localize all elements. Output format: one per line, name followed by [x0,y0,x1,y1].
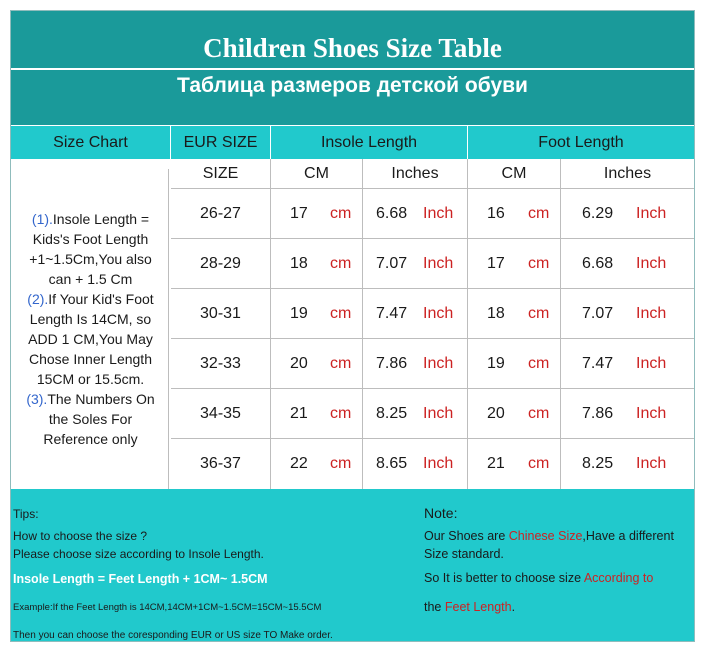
subheader-insole-cm: CM [271,159,363,189]
note-3-line: The Numbers On [47,391,155,407]
note-text: the [424,600,445,614]
unit-inch: Inch [636,354,667,372]
page-title: Children Shoes Size Table [203,33,502,63]
value: 18 [290,254,308,272]
tips-label: Tips: [13,507,39,521]
tips-footer [11,489,694,641]
cell-foot-cm [468,339,561,389]
value: 22 [290,455,308,472]
note-text: Our Shoes are [424,529,509,543]
tips-how: How to choose the size ? [13,529,148,543]
title-banner [11,11,694,125]
unit-cm: cm [528,354,550,372]
value: 19 [487,354,505,372]
header-foot-length: Foot Length [468,125,694,159]
subheader-size: SIZE [171,159,271,189]
value: 19 [290,304,308,322]
value: 7.47 [582,354,614,372]
note-2-line: ADD 1 CM,You May [28,331,153,347]
unit-cm: cm [330,455,352,472]
note-2-line: If Your Kid's Foot [48,291,154,307]
table-row [11,189,694,239]
tips-formula: Insole Length = Feet Length + 1CM~ 1.5CM [13,572,268,586]
note-text: . [511,600,516,614]
note-2-number: (2). [27,291,49,307]
unit-cm: cm [330,254,352,272]
cell-foot-inches [561,189,694,239]
cell-eur-size: 36-37 [171,439,271,489]
unit-inch: Inch [636,254,667,272]
tips-example: Example:If the Feet Length is 14CM,14CM+1CM~1.5CM=15CM~15.5CM [13,602,322,613]
cell-foot-cm [468,289,561,339]
value: 7.07 [376,254,408,272]
note-3-number: (3). [26,391,48,407]
cell-foot-inches [561,339,694,389]
value: 20 [487,404,505,422]
unit-cm: cm [330,354,352,372]
unit-cm: cm [528,404,550,422]
cell-insole-inches [363,239,468,289]
table-row [11,239,694,289]
value: 8.25 [376,404,408,422]
cell-foot-inches [561,389,694,439]
cell-foot-cm [468,189,561,239]
value: 17 [487,254,505,272]
value: 21 [487,455,505,472]
cell-eur-size: 26-27 [171,189,271,239]
cell-foot-inches [561,439,694,489]
unit-inch: Inch [636,304,667,322]
value: 16 [487,204,505,222]
note-1-line: Kids's Foot Length [32,231,149,247]
unit-cm: cm [528,455,550,472]
title-divider [11,68,694,70]
value: 6.68 [582,254,614,272]
cell-foot-inches [561,239,694,289]
note-2-line: Length Is 14CM, so [29,311,152,327]
value: 7.07 [582,304,614,322]
cell-insole-cm [271,339,363,389]
cell-eur-size: 28-29 [171,239,271,289]
note-2-line: 15CM or 15.5cm. [36,371,145,387]
cell-eur-size: 32-33 [171,339,271,389]
value: 20 [290,354,308,372]
header-insole-length: Insole Length [271,125,468,159]
cell-eur-size: 34-35 [171,389,271,439]
unit-cm: cm [330,204,352,222]
cell-eur-size: 30-31 [171,289,271,339]
unit-cm: cm [330,304,352,322]
cell-insole-inches [363,389,468,439]
note-line-2: Size standard. [424,547,504,561]
subheader-foot-inches: Inches [561,159,694,189]
unit-inch: Inch [423,204,454,222]
unit-cm: cm [528,204,550,222]
table-row [11,389,694,439]
page-subtitle: Таблица размеров детской обуви [177,74,528,97]
value: 8.25 [582,455,614,472]
value: 7.86 [376,354,408,372]
value: 6.29 [582,204,614,222]
header-size-chart: Size Chart [11,125,171,159]
cell-insole-inches [363,339,468,389]
value: 6.68 [376,204,408,222]
value: 17 [290,204,308,222]
size-table-frame [10,10,695,642]
note-3-line: Reference only [43,431,138,447]
value: 18 [487,304,505,322]
cell-foot-cm [468,389,561,439]
unit-inch: Inch [423,304,454,322]
value: 8.65 [376,455,408,472]
note-1-number: (1). [31,211,53,227]
note-text: ,Have a different [582,529,674,543]
unit-inch: Inch [423,404,454,422]
value: 21 [290,404,308,422]
note-highlight: Chinese Size [508,529,583,543]
cell-foot-cm [468,239,561,289]
note-text: So It is better to choose size [424,571,584,585]
unit-cm: cm [330,404,352,422]
cell-insole-cm [271,389,363,439]
note-highlight: According to [583,571,654,585]
cell-insole-inches [363,289,468,339]
cell-insole-inches [363,439,468,489]
unit-inch: Inch [636,204,667,222]
unit-cm: cm [528,304,550,322]
cell-insole-inches [363,189,468,239]
note-1-line: Insole Length = [52,211,150,227]
note-line-4 [424,600,515,614]
header-eur-size: EUR SIZE [171,125,271,159]
table-row [11,339,694,389]
subheader-insole-inches: Inches [363,159,468,189]
note-3-line: the Soles For [48,411,133,427]
cell-insole-cm [271,239,363,289]
value: 7.47 [376,304,408,322]
note-label: Note: [424,505,458,521]
unit-cm: cm [528,254,550,272]
tips-then: Then you can choose the coresponding EUR or US size TO Make order. [13,630,333,641]
cell-foot-cm [468,439,561,489]
table-row [11,439,694,489]
value: 7.86 [582,404,614,422]
unit-inch: Inch [423,354,454,372]
note-2-line: Chose Inner Length [29,351,152,367]
cell-insole-cm [271,439,363,489]
table-row [11,289,694,339]
note-1-line: can + 1.5 Cm [48,271,133,287]
unit-inch: Inch [423,254,454,272]
unit-inch: Inch [423,455,454,472]
note-line-3 [424,571,653,585]
note-highlight: Feet Length [444,600,512,614]
cell-insole-cm [271,289,363,339]
unit-inch: Inch [636,455,667,472]
cell-insole-cm [271,189,363,239]
note-line-1 [424,529,674,543]
tips-please: Please choose size according to Insole Length. [13,547,264,561]
cell-foot-inches [561,289,694,339]
note-1-line: +1~1.5Cm,You also [29,251,152,267]
unit-inch: Inch [636,404,667,422]
subheader-foot-cm: CM [468,159,561,189]
